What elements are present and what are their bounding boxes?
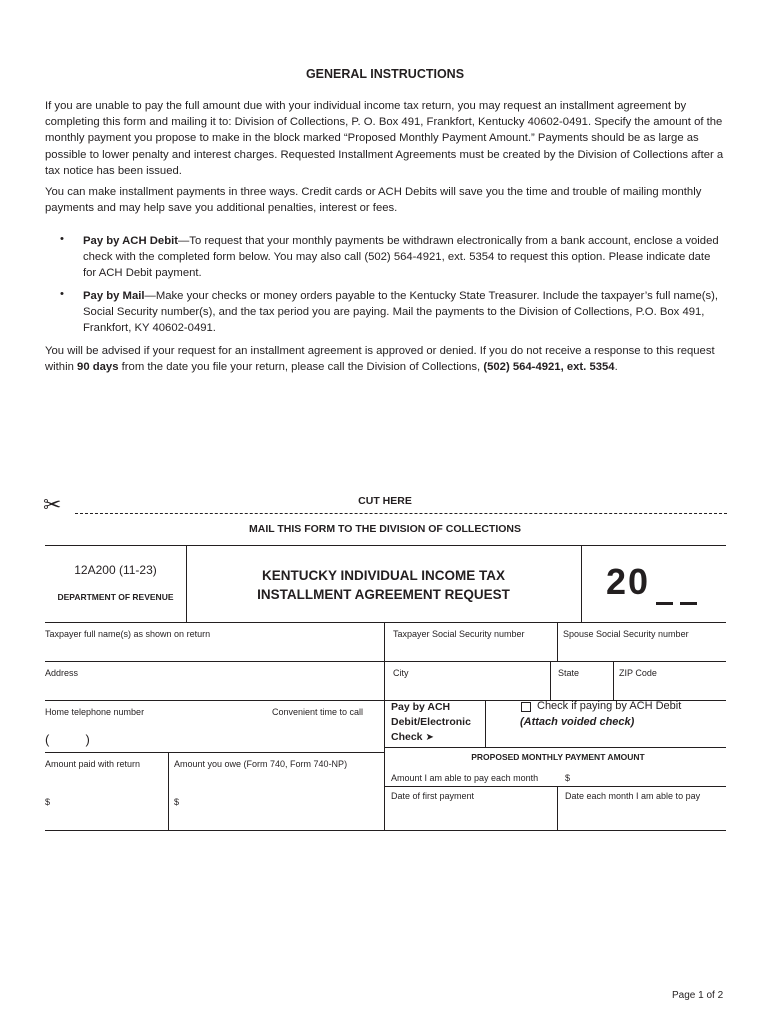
attach-voided-check-note: (Attach voided check) — [520, 716, 635, 728]
form-row-border — [45, 661, 726, 662]
cut-line — [75, 513, 727, 514]
para3-text-e: . — [614, 361, 618, 374]
tax-year-blank[interactable] — [656, 602, 673, 605]
dollar-sign: $ — [45, 797, 51, 807]
instructions-paragraph-3 — [45, 343, 726, 375]
form-bottom-border — [45, 830, 726, 831]
bullet-ach-text: —To request that your monthly payments be withdrawn electronically from a bank account, enclose a voided check with the completed form below. You may also call (502) 564-4921, ext. 5354 to request this option. Please indicate date for ACH Debit payment. — [83, 235, 719, 280]
form-number: 12A200 (11-23) — [74, 563, 157, 577]
form-row-border — [45, 622, 726, 623]
form-divider — [613, 661, 614, 700]
ach-debit-checkbox-label: Check if paying by ACH Debit — [537, 700, 682, 712]
cut-here-label: CUT HERE — [358, 495, 412, 507]
bullet-mail-text: —Make your checks or money orders payable to the Kentucky State Treasurer. Include the taxpayer’s full name(s), Social Security number(s), and the tax period you are paying. Mail the payments to the Division of Collections, P.O. Box 491, Frankfort, KY 40602-0491. — [83, 290, 719, 335]
taxpayer-name-field[interactable]: Taxpayer full name(s) as shown on return — [45, 629, 211, 639]
instructions-paragraph-1: If you are unable to pay the full amount due with your individual income tax return, you may request an installment agreement by completing this form and mailing it to: Division of Collections, P. O. Box 491, Frankfort, Kentucky 40602-0491. Specify the amount of the monthly payment you propose to make in the block marked “Proposed Monthly Payment Amount.” Payments should be as large as possible to lower penalty and interest charges. Requested Installment Agreements must be created by the Division of Collections after a tax notice has been issued. — [45, 100, 724, 177]
taxpayer-ssn-field[interactable]: Taxpayer Social Security number — [393, 629, 525, 639]
bullet-pay-by-mail — [83, 288, 726, 337]
home-phone-field[interactable]: Home telephone number — [45, 707, 145, 717]
form-divider — [485, 700, 486, 747]
bullet-ach-lead: Pay by ACH Debit — [83, 235, 178, 247]
ach-payment-label — [391, 700, 471, 745]
ach-label-line-3 — [391, 730, 471, 745]
department-label: DEPARTMENT OF REVENUE — [57, 592, 174, 602]
proposed-payment-header: PROPOSED MONTHLY PAYMENT AMOUNT — [471, 752, 645, 762]
phone-area-code[interactable]: ( ) — [45, 732, 90, 747]
mail-form-label: MAIL THIS FORM TO THE DIVISION OF COLLECTIONS — [248, 523, 522, 535]
form-divider — [581, 545, 582, 622]
form-divider — [168, 752, 169, 830]
form-title-line-1: KENTUCKY INDIVIDUAL INCOME TAX — [261, 568, 505, 583]
form-row-border — [384, 786, 726, 787]
form-title-line-2: INSTALLMENT AGREEMENT REQUEST — [257, 587, 510, 602]
para3-days: 90 days — [77, 361, 119, 374]
bullet-marker: • — [60, 233, 64, 245]
state-field[interactable]: State — [558, 668, 580, 678]
spouse-ssn-field[interactable]: Spouse Social Security number — [563, 629, 689, 639]
convenient-time-field[interactable]: Convenient time to call — [272, 707, 364, 717]
zip-field[interactable]: ZIP Code — [619, 668, 657, 678]
form-divider — [557, 786, 558, 830]
scissors-icon: ✂ — [43, 492, 62, 517]
tax-year-blank[interactable] — [680, 602, 697, 605]
form-row-border — [384, 747, 726, 748]
address-field[interactable]: Address — [45, 668, 79, 678]
amount-owe-field[interactable]: Amount you owe (Form 740, Form 740-NP) — [174, 759, 348, 769]
form-top-border — [45, 545, 726, 546]
ach-label-check: Check — [391, 731, 423, 743]
monthly-date-field[interactable]: Date each month I am able to pay — [565, 791, 701, 801]
form-divider — [557, 622, 558, 661]
dollar-sign: $ — [174, 797, 180, 807]
bullet-marker: • — [60, 288, 64, 300]
para3-text-a: You will be advised if your request for an installment agreement is approved or denied. If you do not receive a response to this request within — [45, 345, 715, 374]
first-payment-date-field[interactable]: Date of first payment — [391, 791, 475, 801]
form-title — [186, 566, 581, 604]
page-number: Page 1 of 2 — [672, 990, 724, 1001]
amount-able-field[interactable]: Amount I am able to pay each month — [391, 773, 539, 783]
form-divider — [384, 622, 385, 830]
tax-year-prefix: 20 — [606, 561, 651, 602]
bullet-mail-lead: Pay by Mail — [83, 290, 145, 302]
bullet-ach-debit — [83, 233, 726, 282]
form-divider — [550, 661, 551, 700]
form-row-border — [45, 752, 384, 753]
ach-debit-checkbox[interactable] — [521, 702, 531, 712]
city-field[interactable]: City — [393, 668, 409, 678]
amount-paid-field[interactable]: Amount paid with return — [45, 759, 141, 769]
ach-label-line-1: Pay by ACH — [391, 701, 451, 713]
instructions-paragraph-2: You can make installment payments in three ways. Credit cards or ACH Debits will save you the time and trouble of mailing monthly payments and may help save you additional penalties, interest or fees. — [45, 186, 702, 215]
dollar-sign: $ — [565, 773, 571, 783]
para3-text-c: from the date you file your return, please call the Division of Collections, — [118, 361, 484, 374]
para3-phone: (502) 564-4921, ext. 5354 — [483, 361, 615, 374]
ach-label-line-2: Debit/Electronic — [391, 716, 471, 728]
arrow-right-icon: ➤ — [425, 732, 434, 743]
instructions-title: GENERAL INSTRUCTIONS — [305, 67, 465, 81]
